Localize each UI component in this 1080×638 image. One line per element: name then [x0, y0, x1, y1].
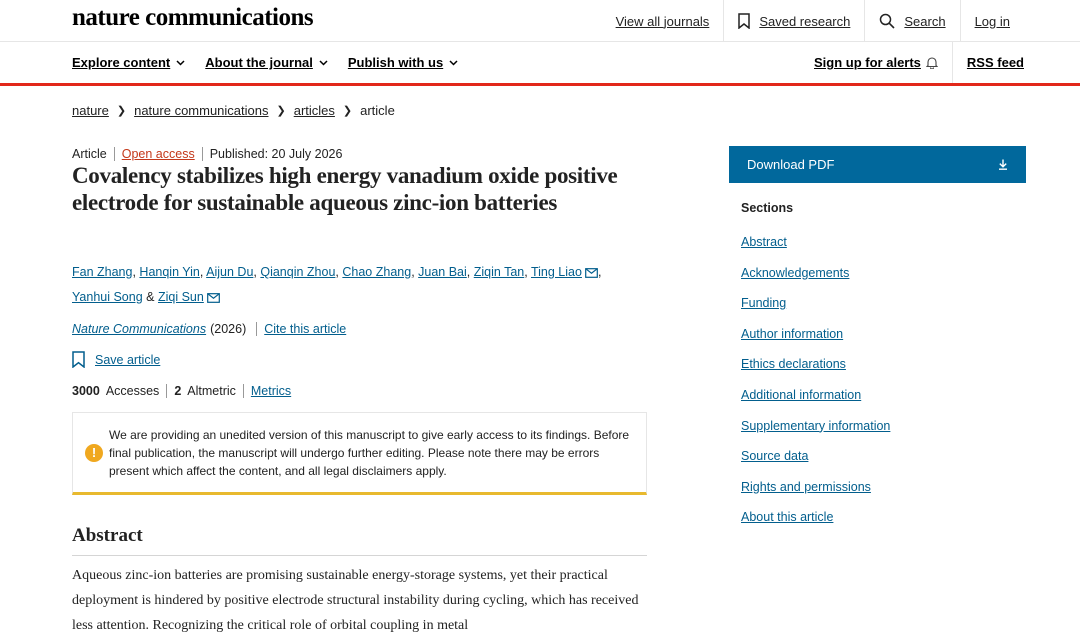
bookmark-icon [738, 13, 750, 29]
divider [166, 384, 167, 398]
sign-up-alerts-link[interactable] [800, 42, 952, 83]
divider [243, 384, 244, 398]
section-link-source-data[interactable]: Source data [741, 449, 809, 464]
author-link[interactable]: Juan Bai [418, 265, 467, 279]
explore-content-label: Explore content [72, 55, 171, 70]
download-icon [998, 159, 1008, 170]
list-item [741, 510, 890, 541]
chevron-right-icon: ❯ [116, 105, 127, 117]
breadcrumb-nature-communications[interactable]: nature communications [134, 103, 269, 118]
abstract-heading: Abstract [72, 525, 647, 556]
author-link[interactable]: Ting Liao [530, 265, 582, 279]
author-list: Fan Zhang, Hanqin Yin, Aijun Du, Qianqin Zhou, Chao Zhang, Juan Bai, Ziqin Tan, Ting Liao , Yanhui Song & Ziqi Sun [72, 265, 602, 304]
section-link-author-information[interactable]: Author information [741, 326, 844, 341]
about-journal-menu[interactable] [205, 55, 328, 70]
author-link[interactable]: Ziqin Tan [473, 265, 525, 279]
breadcrumb [72, 103, 395, 118]
abstract-text: Aqueous zinc-ion batteries are promising sustainable energy-storage systems, yet their practical deployment is hindered by positive electrode structural instability during cycling, which has received less attention. Recognizing the critical role of orbital coupling in metal [72, 568, 639, 633]
chevron-right-icon: ❯ [342, 105, 353, 117]
nav-actions [800, 42, 1024, 83]
warning-icon: ! [85, 444, 103, 462]
bell-icon [926, 56, 938, 69]
sign-up-alerts-label: Sign up for alerts [814, 55, 921, 70]
sections-heading: Sections [741, 201, 794, 215]
section-link-abstract[interactable]: Abstract [741, 235, 787, 249]
section-link-funding[interactable]: Funding [741, 296, 787, 311]
publish-with-us-label: Publish with us [347, 55, 444, 70]
bookmark-icon [72, 351, 85, 368]
author-link[interactable]: Yanhui Song [72, 289, 143, 304]
search-icon [879, 13, 895, 29]
download-pdf-button[interactable] [729, 146, 1026, 183]
article-title: Covalency stabilizes high energy vanadium oxide positive electrode for sustainable aqueous zinc-ion batteries [72, 163, 618, 215]
altmetric-label: Altmetric [187, 384, 236, 398]
list-item [741, 388, 890, 419]
list-item [741, 357, 890, 388]
list-item [741, 419, 890, 450]
list-item [741, 235, 890, 266]
view-all-journals-link[interactable]: View all journals [615, 13, 710, 29]
author-link[interactable]: Aijun Du [206, 265, 254, 279]
site-logo[interactable]: nature communications [72, 4, 314, 31]
author-link[interactable]: Hanqin Yin [139, 265, 200, 279]
section-link-supplementary-information[interactable]: Supplementary information [741, 418, 891, 433]
open-access-link[interactable]: Open access [121, 147, 195, 161]
section-link-ethics-declarations[interactable]: Ethics declarations [741, 357, 846, 372]
altmetric-count: 2 [174, 384, 182, 398]
chevron-right-icon: ❯ [276, 105, 286, 117]
nav-menus [72, 42, 478, 83]
notice-text: We are providing an unedited version of this manuscript to give early access to its findings. Before final publication, the manuscript will undergo further editing. Please note there may be errors present which affect the content, and all legal disclaimers apply. [109, 428, 630, 478]
publication-year: (2026) [210, 322, 247, 336]
chevron-down-icon [319, 58, 328, 68]
breadcrumb-nature[interactable]: nature [72, 103, 109, 118]
save-article-row[interactable] [72, 351, 160, 368]
saved-research-link[interactable] [723, 0, 864, 42]
top-links [602, 0, 1024, 42]
metrics-row [72, 384, 291, 398]
accesses-label: Accesses [105, 384, 160, 398]
article-type: Article [72, 147, 107, 161]
download-pdf-label: Download PDF [747, 157, 835, 172]
breadcrumb-articles[interactable]: articles [293, 103, 335, 118]
top-bar [0, 0, 1080, 42]
divider [256, 322, 257, 336]
mail-icon[interactable] [585, 268, 598, 278]
article-meta [72, 147, 342, 161]
cite-article-link[interactable]: Cite this article [264, 322, 347, 336]
list-item [741, 266, 890, 297]
rss-feed-link[interactable]: RSS feed [952, 42, 1024, 83]
mail-icon[interactable] [207, 293, 220, 303]
early-access-notice [72, 412, 647, 495]
list-item [741, 296, 890, 327]
list-item [741, 449, 890, 480]
search-link[interactable] [864, 0, 959, 42]
main-nav [0, 42, 1080, 86]
section-link-about-article[interactable]: About this article [741, 510, 834, 525]
login-link[interactable]: Log in [960, 0, 1024, 42]
divider [202, 147, 203, 161]
about-journal-label: About the journal [205, 55, 313, 70]
chevron-down-icon [176, 58, 185, 68]
published-date: Published: 20 July 2026 [209, 147, 343, 161]
sections-nav [741, 235, 890, 541]
chevron-down-icon [449, 58, 458, 68]
section-link-acknowledgements[interactable]: Acknowledgements [741, 265, 850, 280]
journal-name-link[interactable]: Nature Communications [72, 322, 207, 336]
breadcrumb-current: article [360, 103, 395, 118]
author-link[interactable]: Chao Zhang [342, 265, 412, 279]
metrics-link[interactable]: Metrics [250, 384, 292, 398]
saved-research-label: Saved research [759, 13, 851, 29]
publish-with-us-menu[interactable] [348, 55, 458, 70]
journal-citation-row [72, 322, 346, 336]
explore-content-menu[interactable] [72, 55, 185, 70]
authors-and: & [146, 289, 155, 304]
save-article-link[interactable]: Save article [95, 352, 161, 367]
author-link[interactable]: Qianqin Zhou [260, 265, 336, 279]
author-link[interactable]: Ziqi Sun [157, 289, 204, 304]
list-item [741, 327, 890, 358]
section-link-additional-information[interactable]: Additional information [741, 387, 862, 402]
author-link[interactable]: Fan Zhang [72, 265, 133, 279]
search-label: Search [904, 13, 946, 29]
list-item [741, 480, 890, 511]
section-link-rights-permissions[interactable]: Rights and permissions [741, 479, 871, 494]
accesses-count: 3000 [72, 384, 100, 398]
divider [114, 147, 115, 161]
